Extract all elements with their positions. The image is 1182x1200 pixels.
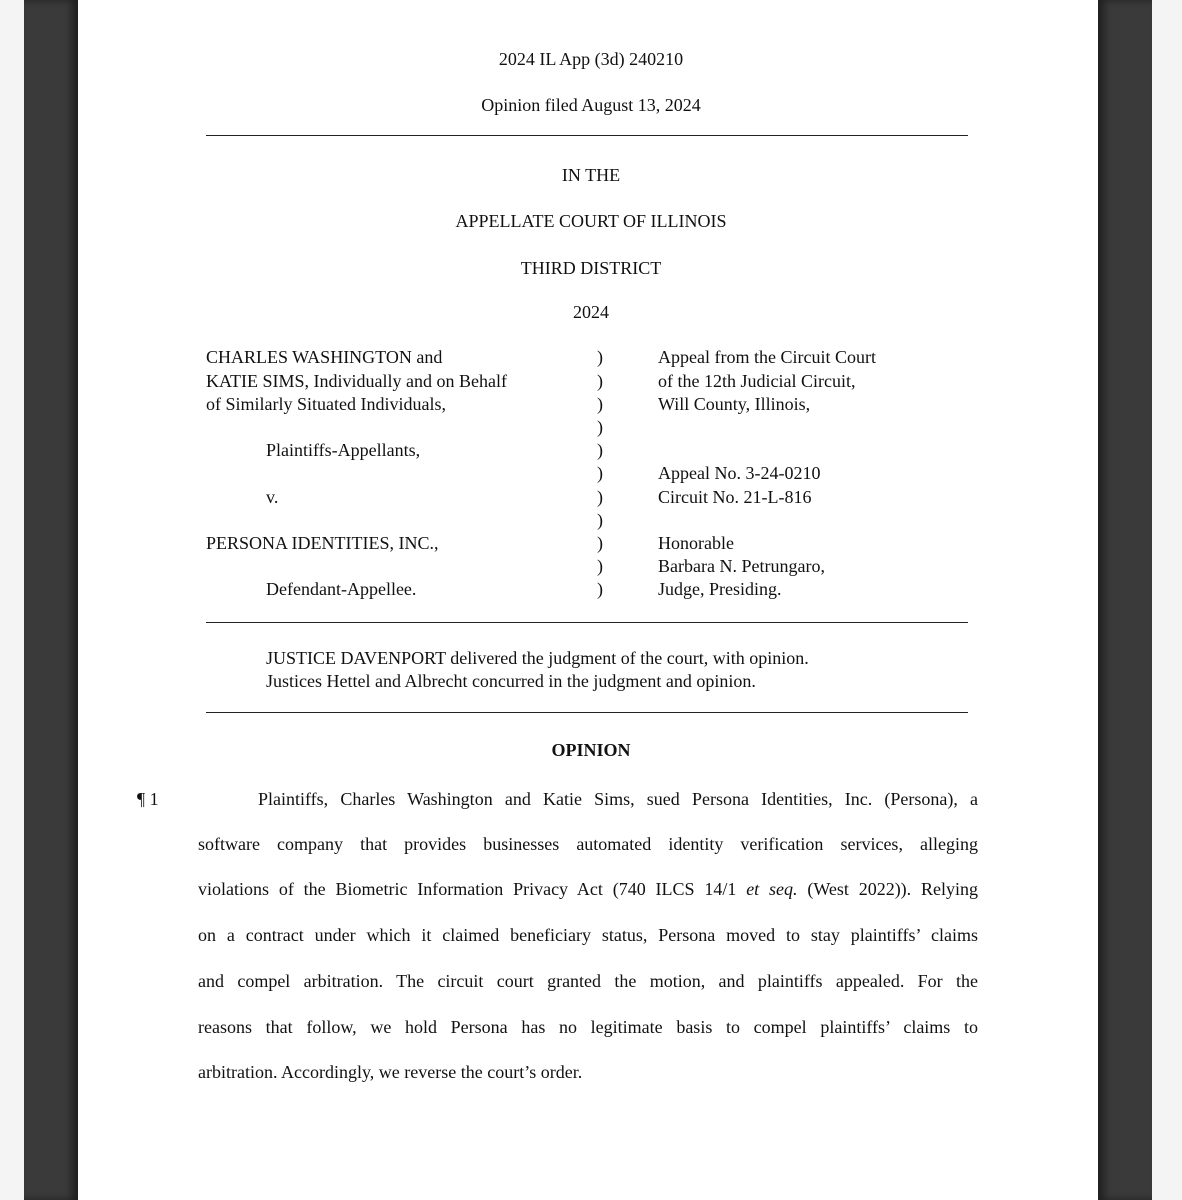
caption-paren: ) xyxy=(597,510,603,530)
court-in-the: IN THE xyxy=(561,165,621,185)
opinion-line-3-end: (West 2022)). Relying xyxy=(807,879,979,899)
caption-paren: ) xyxy=(597,371,603,391)
opinion-line-1: Plaintiffs, Charles Washington and Katie Sims, sued Persona Identities, Inc. (Persona), a xyxy=(258,789,978,809)
filed-date: Opinion filed August 13, 2024 xyxy=(481,95,701,115)
court-name: APPELLATE COURT OF ILLINOIS xyxy=(455,211,727,231)
judge-line-2: Barbara N. Petrungaro, xyxy=(658,556,825,576)
paragraph-marker: ¶ 1 xyxy=(137,789,159,809)
header-rule xyxy=(206,135,968,136)
opinion-line-6: reasons that follow, we hold Persona has no legitimate basis to compel plaintiffs’ claims to xyxy=(198,1017,978,1037)
caption-paren: ) xyxy=(597,556,603,576)
opinion-line-2: software company that provides businesses automated identity verification services, alleging xyxy=(198,834,978,854)
court-year: 2024 xyxy=(573,302,609,322)
opinion-line-3-start: violations of the Biometric Information Privacy Act (740 ILCS 14/1 xyxy=(198,879,737,899)
caption-plaintiffs-line-1: CHARLES WASHINGTON and xyxy=(206,347,443,367)
appeal-from-line-3: Will County, Illinois, xyxy=(658,394,811,414)
appeal-from-line-2: of the 12th Judicial Circuit, xyxy=(658,371,856,391)
caption-paren: ) xyxy=(597,533,603,553)
opinion-line-5: and compel arbitration. The circuit court granted the motion, and plaintiffs appealed. For the xyxy=(198,971,978,991)
circuit-number: Circuit No. 21-L-816 xyxy=(658,487,812,507)
caption-plaintiffs-line-2: KATIE SIMS, Individually and on Behalf xyxy=(206,371,507,391)
court-district: THIRD DISTRICT xyxy=(520,258,662,278)
opinion-line-7: arbitration. Accordingly, we reverse the court’s order. xyxy=(198,1062,583,1082)
opinion-line-3-italic: et seq. xyxy=(746,879,798,899)
caption-plaintiffs-line-3: of Similarly Situated Individuals, xyxy=(206,394,446,414)
caption-paren: ) xyxy=(597,579,603,599)
appeal-from-line-1: Appeal from the Circuit Court xyxy=(658,347,876,367)
caption-paren: ) xyxy=(597,440,603,460)
judge-line-1: Honorable xyxy=(658,533,734,553)
caption-paren: ) xyxy=(597,487,603,507)
judge-line-3: Judge, Presiding. xyxy=(658,579,782,599)
caption-defendant: PERSONA IDENTITIES, INC., xyxy=(206,533,439,553)
caption-paren: ) xyxy=(597,394,603,414)
justices-rule xyxy=(206,712,968,713)
opinion-line-4: on a contract under which it claimed beneficiary status, Persona moved to stay plaintiffs’ claims xyxy=(198,925,978,945)
caption-plaintiffs-role: Plaintiffs-Appellants, xyxy=(266,440,421,460)
caption-defendant-role: Defendant-Appellee. xyxy=(266,579,417,599)
justices-line-1: JUSTICE DAVENPORT delivered the judgment of the court, with opinion. xyxy=(266,648,809,668)
opinion-heading: OPINION xyxy=(551,740,631,760)
caption-paren: ) xyxy=(597,417,603,437)
caption-paren: ) xyxy=(597,463,603,483)
case-citation: 2024 IL App (3d) 240210 xyxy=(498,49,684,69)
opinion-line-3 xyxy=(198,878,978,900)
justices-line-2: Justices Hettel and Albrecht concurred in the judgment and opinion. xyxy=(266,671,756,691)
caption-versus: v. xyxy=(266,487,279,507)
caption-rule xyxy=(206,622,968,623)
caption-paren: ) xyxy=(597,347,603,367)
appeal-number: Appeal No. 3-24-0210 xyxy=(658,463,821,483)
